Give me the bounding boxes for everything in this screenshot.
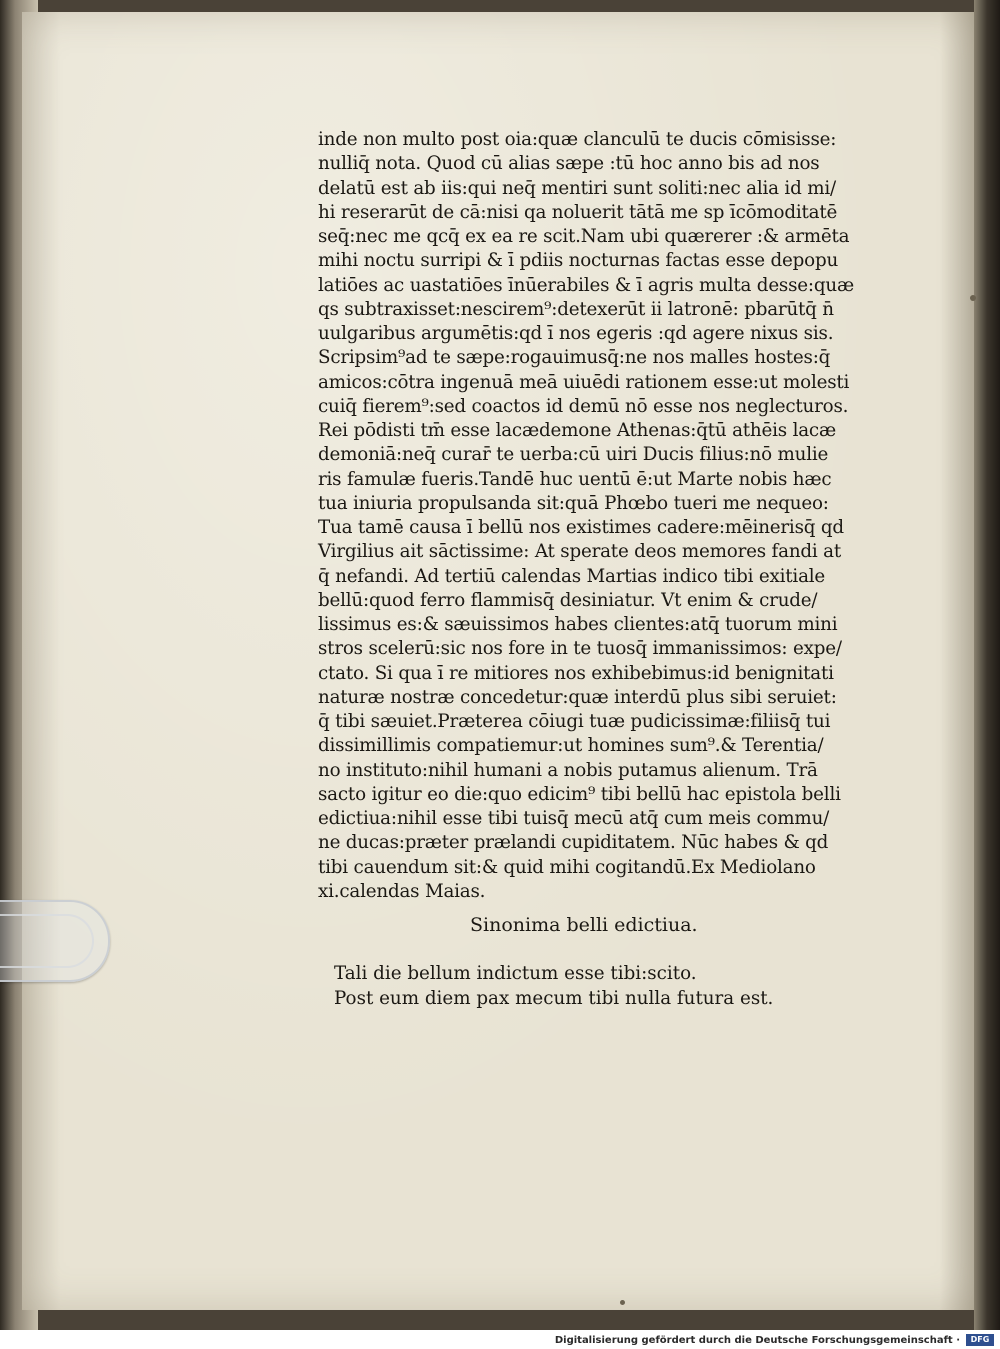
text-line: amicos:cōtra ingenuā meā uiuēdi rationem esse:ut molesti — [318, 371, 850, 393]
closing-formulas — [334, 962, 854, 1011]
text-line: Rei pōdisti tm̄ esse lacædemone Athenas:q̄tū athēis lacæ — [318, 420, 836, 441]
text-line: seq̄:nec me qcq̄ ex ea re scit.Nam ubi quærerer :& armēta — [318, 226, 850, 247]
text-line: hi reserarūt de cā:nisi qa noluerit tātā me sp īcōmoditatē — [318, 201, 838, 223]
text-line: ctato. Si qua ī re mitiores nos exhibebimus:id benignitati — [318, 662, 834, 684]
text-line: edictiua:nihil esse tibi tuisq̄ mecū atq̄ cum meis commu/ — [318, 808, 830, 829]
text-line: delatū est ab iis:qui neq̄ mentiri sunt soliti:nec alia id mi/ — [318, 177, 836, 199]
text-line: tua iniuria propulsanda sit:quā Phœbo tueri me nequeo: — [318, 492, 829, 514]
ink-fleck — [970, 295, 976, 301]
text-line: q̄ nefandi. Ad tertiū calendas Martias indico tibi exitiale — [318, 565, 826, 587]
text-line: Scripsim⁹ad te sæpe:rogauimusq̄:ne nos malles hostes:q̄ — [318, 347, 831, 369]
dfg-logo-icon: DFG — [966, 1334, 994, 1346]
text-line: Virgilius ait sāctissime: At sperate deos memores fandi at — [318, 541, 841, 563]
text-line: mihi noctu surripi & ī pdiis nocturnas factas esse depopu — [318, 250, 839, 272]
closing-line: Tali die bellum indictum esse tibi:scito. — [334, 963, 697, 984]
text-line: inde non multo post oia:quæ clanculū te ducis cōmisisse: — [318, 129, 837, 150]
text-line: lissimus es:& sæuissimos habes clientes:atq̄ tuorum mini — [318, 614, 838, 635]
text-line: latiōes ac uastatiōes īnūerabiles & ī agris multa desse:quæ — [318, 274, 854, 296]
text-line: tibi cauendum sit:& quid mihi cogitandū.Ex Mediolano — [318, 856, 816, 878]
text-line: xi.calendas Maias. — [318, 880, 486, 902]
binding-gutter — [974, 0, 1000, 1330]
paper-clip-icon — [0, 900, 110, 982]
text-line: naturæ nostræ concedetur:quæ interdū plus sibi seruiet: — [318, 686, 837, 708]
footer-bar — [0, 1330, 1000, 1349]
text-line: sacto igitur eo die:quo edicim⁹ tibi bellū hac epistola belli — [318, 783, 841, 805]
text-line: Tua tamē causa ī bellū nos existimes cadere:mēinerisq̄ qd — [318, 517, 844, 538]
text-line: ne ducas:præter prælandi cupiditatem. Nūc habes & qd — [318, 832, 829, 854]
text-line: cuiq̄ fierem⁹:sed coactos id demū nō esse nos neglecturos. — [318, 395, 849, 417]
text-line: q̄ tibi sæuiet.Præterea cōiugi tuæ pudicissimæ:filiisq̄ tui — [318, 711, 831, 732]
ink-fleck — [620, 1300, 625, 1305]
letter-body — [318, 128, 918, 904]
footer-credit: Digitalisierung gefördert durch die Deutsche Forschungsgemeinschaft · — [554, 1335, 960, 1346]
section-heading: Sinonima belli edictiua. — [470, 914, 698, 936]
text-line: bellū:quod ferro flammisq̄ desiniatur. Vt enim & crude/ — [318, 589, 818, 611]
text-line: ris famulæ fueris.Tandē huc uentū ē:ut Marte nobis hæc — [318, 468, 832, 490]
text-line: nulliq̄ nota. Quod cū alias sæpe :tū hoc anno bis ad nos — [318, 153, 820, 175]
text-line: uulgaribus argumētis:qd ī nos egeris :qd agere nixus sis. — [318, 323, 834, 344]
closing-line: Post eum diem pax mecum tibi nulla futura est. — [334, 987, 774, 1009]
text-line: demoniā:neq̄ curar̄ te uerba:cū uiri Ducis filius:nō mulie — [318, 444, 829, 466]
text-line: dissimillimis compatiemur:ut homines sum⁹.& Terentia/ — [318, 735, 824, 757]
text-line: qs subtraxisset:nescirem⁹:detexerūt ii latronē: pbarūtq̄ n̄ — [318, 298, 834, 320]
text-line: no instituto:nihil humani a nobis putamus alienum. Trā — [318, 759, 818, 781]
text-line: stros scelerū:sic nos fore in te tuosq̄ immanissimos: expe/ — [318, 638, 842, 660]
